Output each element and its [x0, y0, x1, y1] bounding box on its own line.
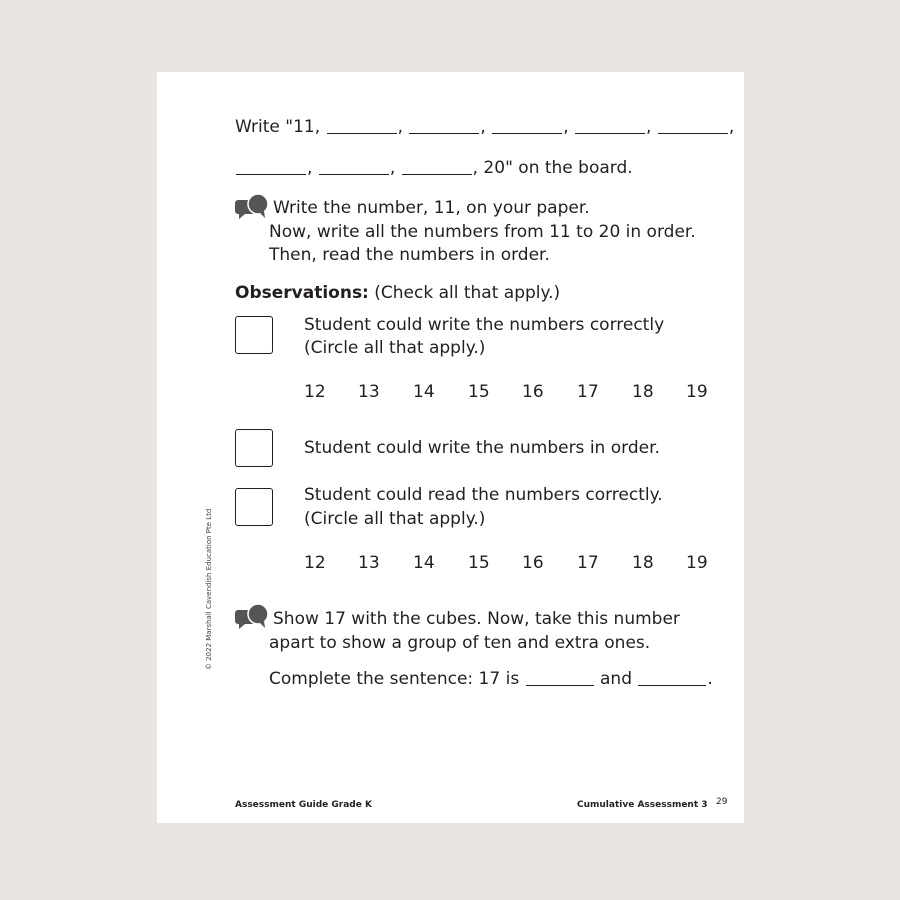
- number-18[interactable]: 18: [632, 553, 654, 573]
- check-2-line-1: Student could write the numbers in order.: [304, 438, 660, 458]
- blank: [658, 133, 728, 134]
- write-line-2: , , , 20" on the board.: [235, 156, 633, 180]
- blank-tens: [526, 685, 594, 686]
- blank: [236, 174, 306, 175]
- number-13[interactable]: 13: [358, 553, 380, 573]
- instruction-1-line-3: Then, read the numbers in order.: [269, 245, 550, 265]
- sentence-prefix: Complete the sentence: 17 is: [269, 669, 520, 689]
- blank: [319, 174, 389, 175]
- blank: [402, 174, 472, 175]
- sentence-and: and: [600, 669, 632, 689]
- blank-ones: [638, 685, 706, 686]
- checkbox-write-correctly[interactable]: [235, 316, 273, 354]
- footer-right: Cumulative Assessment 3: [577, 800, 708, 810]
- page-number: 29: [716, 797, 728, 807]
- write-suffix: , 20" on the board.: [472, 158, 633, 178]
- check-1-line-1: Student could write the numbers correctly: [304, 315, 665, 335]
- observations-heading: [235, 281, 560, 305]
- instruction-1-line-2: Now, write all the numbers from 11 to 20 in order.: [269, 222, 696, 242]
- number-15[interactable]: 15: [468, 553, 490, 573]
- write-prefix: Write "11,: [235, 117, 321, 137]
- sentence-end: .: [707, 669, 713, 689]
- copyright-notice: © 2022 Marshall Cavendish Education Pte Ltd: [205, 508, 213, 670]
- number-18[interactable]: 18: [632, 382, 654, 402]
- number-14[interactable]: 14: [413, 382, 435, 402]
- checkbox-read-correctly[interactable]: [235, 488, 273, 526]
- blank: [409, 133, 479, 134]
- check-1-line-2: (Circle all that apply.): [304, 338, 486, 358]
- speech-bubbles-icon: [234, 193, 268, 219]
- checkbox-write-in-order[interactable]: [235, 429, 273, 467]
- number-19[interactable]: 19: [686, 553, 708, 573]
- blank: [575, 133, 645, 134]
- number-12[interactable]: 12: [304, 553, 326, 573]
- number-17[interactable]: 17: [577, 382, 599, 402]
- observations-note: (Check all that apply.): [374, 283, 561, 303]
- footer-left: Assessment Guide Grade K: [235, 800, 372, 810]
- write-line-1: Write "11, , , , , ,: [235, 117, 735, 137]
- number-13[interactable]: 13: [358, 382, 380, 402]
- number-15[interactable]: 15: [468, 382, 490, 402]
- observations-label: Observations:: [235, 283, 369, 303]
- complete-sentence: [269, 667, 713, 691]
- instruction-2-line-1: Show 17 with the cubes. Now, take this number: [273, 609, 680, 629]
- number-16[interactable]: 16: [522, 553, 544, 573]
- number-17[interactable]: 17: [577, 553, 599, 573]
- check-3-line-2: (Circle all that apply.): [304, 509, 486, 529]
- instruction-1-line-1: Write the number, 11, on your paper.: [273, 198, 590, 218]
- number-12[interactable]: 12: [304, 382, 326, 402]
- number-14[interactable]: 14: [413, 553, 435, 573]
- check-3-line-1: Student could read the numbers correctly.: [304, 485, 663, 505]
- speech-bubbles-icon: [234, 603, 268, 629]
- blank: [492, 133, 562, 134]
- instruction-2-line-2: apart to show a group of ten and extra ones.: [269, 633, 651, 653]
- number-16[interactable]: 16: [522, 382, 544, 402]
- blank: [327, 133, 397, 134]
- number-19[interactable]: 19: [686, 382, 708, 402]
